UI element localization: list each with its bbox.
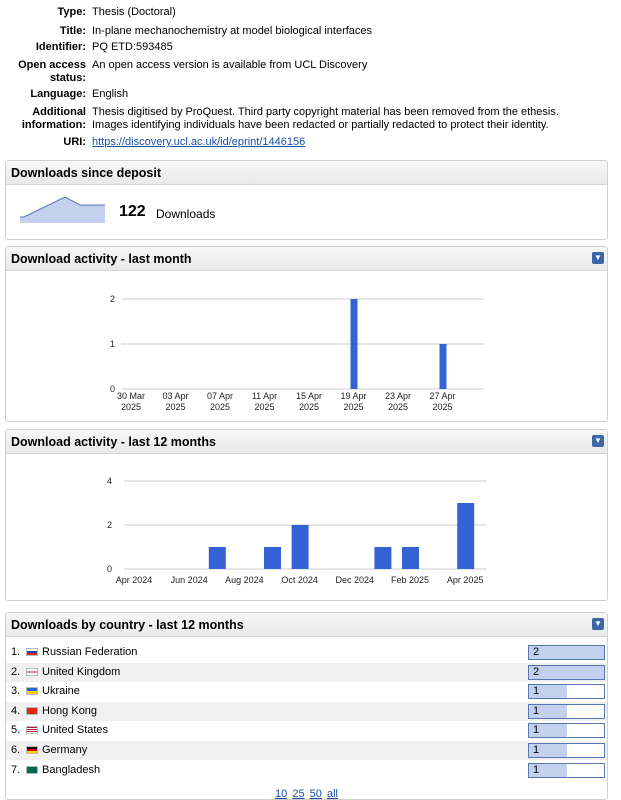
download-count: 122 <box>119 203 146 220</box>
country-rank: 6. <box>11 744 21 756</box>
country-rank: 2. <box>11 665 21 678</box>
field-value: An open access version is available from UCL Discovery <box>92 59 368 71</box>
country-name: Ukraine <box>42 685 80 698</box>
country-name: Germany <box>42 744 88 756</box>
count-value: 2 <box>533 665 540 678</box>
y-tick-label: 4 <box>106 476 112 486</box>
country-row <box>6 663 607 682</box>
country-row <box>6 761 607 780</box>
collapse-icon[interactable]: ▼ <box>592 435 604 447</box>
count-value: 2 <box>533 646 540 658</box>
country-name: United Kingdom <box>42 665 121 678</box>
field-label: Identifier: <box>35 41 86 53</box>
country-row <box>6 682 607 701</box>
page-size-25[interactable]: 25 <box>292 788 305 800</box>
x-tick-label: 23 Apr 2025 <box>384 391 412 412</box>
field-label: Additional information: <box>21 106 86 131</box>
count-fill <box>529 646 604 659</box>
pagination <box>6 788 607 800</box>
y-tick-label: 2 <box>106 520 112 530</box>
country-row <box>6 741 607 760</box>
field-label: Open access status: <box>18 59 86 84</box>
count-value: 1 <box>533 685 540 698</box>
y-tick-label: 0 <box>106 564 112 574</box>
bar <box>457 503 474 569</box>
x-tick-label: 07 Apr 2025 <box>206 391 234 412</box>
x-tick-label: 15 Apr 2025 <box>295 391 323 412</box>
country-row <box>6 721 607 740</box>
country-name: Bangladesh <box>42 763 101 776</box>
collapse-icon[interactable]: ▼ <box>592 252 604 264</box>
field-label: Language: <box>30 88 86 100</box>
collapse-icon[interactable]: ▼ <box>592 618 604 630</box>
sparkline-graphic <box>20 197 110 223</box>
field-value: English <box>92 88 129 100</box>
bar <box>292 525 309 569</box>
page-size-10[interactable]: 10 <box>275 788 288 800</box>
x-tick-label: 03 Apr 2025 <box>162 391 189 412</box>
panel-title: Downloads since deposit <box>6 161 607 185</box>
flag-ru-icon <box>26 648 38 656</box>
x-tick-label: 11 Apr 2025 <box>251 391 278 412</box>
flag-bd-icon <box>26 766 38 774</box>
country-name: United States <box>42 724 109 737</box>
panel-title <box>6 430 607 454</box>
count-value: 1 <box>533 724 540 737</box>
country-count-bar <box>528 684 605 699</box>
downloads-since-deposit-panel <box>5 160 608 240</box>
field-value: In-plane mechanochemistry at model biological interfaces <box>92 25 373 37</box>
x-tick-label: 30 Mar 2025 <box>116 391 146 412</box>
download-count-label: Downloads <box>156 207 216 221</box>
country-rank: 1. <box>11 646 21 658</box>
bar <box>402 547 419 569</box>
country-count-bar <box>528 763 605 778</box>
country-count-bar <box>528 723 605 738</box>
count-value: 1 <box>533 704 540 717</box>
x-tick-label: Oct 2024 <box>281 575 318 585</box>
panel-title-text: Downloads by country - last 12 months <box>11 618 244 632</box>
countries-panel <box>5 612 608 800</box>
x-tick-label: Apr 2025 <box>446 575 484 585</box>
last-year-panel <box>5 429 608 601</box>
last-month-chart <box>6 271 607 419</box>
field-value: PQ ETD:593485 <box>92 41 173 53</box>
country-count-bar <box>528 645 605 660</box>
country-count-bar <box>528 704 605 719</box>
last-year-chart <box>6 454 607 598</box>
y-tick-label: 1 <box>109 339 115 349</box>
bar <box>440 344 447 389</box>
x-tick-label: Feb 2025 <box>390 575 430 585</box>
x-tick-label: Dec 2024 <box>335 575 375 585</box>
x-tick-label: Apr 2024 <box>115 575 153 585</box>
bar <box>209 547 226 569</box>
country-row <box>6 643 607 662</box>
count-fill <box>529 666 604 679</box>
page-size-all[interactable]: all <box>326 788 338 800</box>
country-row <box>6 702 607 721</box>
x-tick-label: 19 Apr 2025 <box>340 391 367 412</box>
panel-title <box>6 613 607 637</box>
x-tick-label: Jun 2024 <box>170 575 208 585</box>
x-tick-label: Aug 2024 <box>225 575 264 585</box>
panel-title <box>6 247 607 271</box>
country-count-bar <box>528 743 605 758</box>
country-name: Russian Federation <box>42 646 138 658</box>
flag-gb-icon <box>26 668 38 676</box>
panel-title-text: Download activity - last month <box>11 252 192 266</box>
flag-ua-icon <box>26 687 38 695</box>
bar <box>264 547 281 569</box>
panel-title-text: Download activity - last 12 months <box>11 435 216 449</box>
field-label: Title: <box>59 25 86 37</box>
x-tick-label: 27 Apr 2025 <box>429 391 456 412</box>
bar <box>374 547 391 569</box>
country-name: Hong Kong <box>42 704 98 717</box>
flag-de-icon <box>26 746 38 754</box>
y-tick-label: 2 <box>109 294 115 304</box>
bar <box>351 299 358 389</box>
field-value: Thesis digitised by ProQuest. Third party copyright material has been removed from the ethesis. Images identifying individuals have been redacted or partially redacted to protect their identity. <box>92 106 559 131</box>
field-label: Type: <box>57 6 86 18</box>
page-size-50[interactable]: 50 <box>309 788 322 800</box>
uri-link[interactable]: https://discovery.ucl.ac.uk/id/eprint/1446156 <box>92 136 306 148</box>
flag-hk-icon <box>26 707 38 715</box>
field-value: Thesis (Doctoral) <box>92 6 176 18</box>
country-rank: 4. <box>11 704 21 717</box>
country-rank: 3. <box>11 685 21 698</box>
count-value: 1 <box>533 744 540 756</box>
count-value: 1 <box>533 763 540 776</box>
country-rank: 7. <box>11 763 21 776</box>
country-rank: 5. <box>11 724 21 737</box>
field-label: URI: <box>63 136 86 148</box>
last-month-panel <box>5 246 608 422</box>
country-count-bar <box>528 665 605 680</box>
y-tick-label: 0 <box>109 384 115 394</box>
flag-us-icon <box>26 726 38 734</box>
